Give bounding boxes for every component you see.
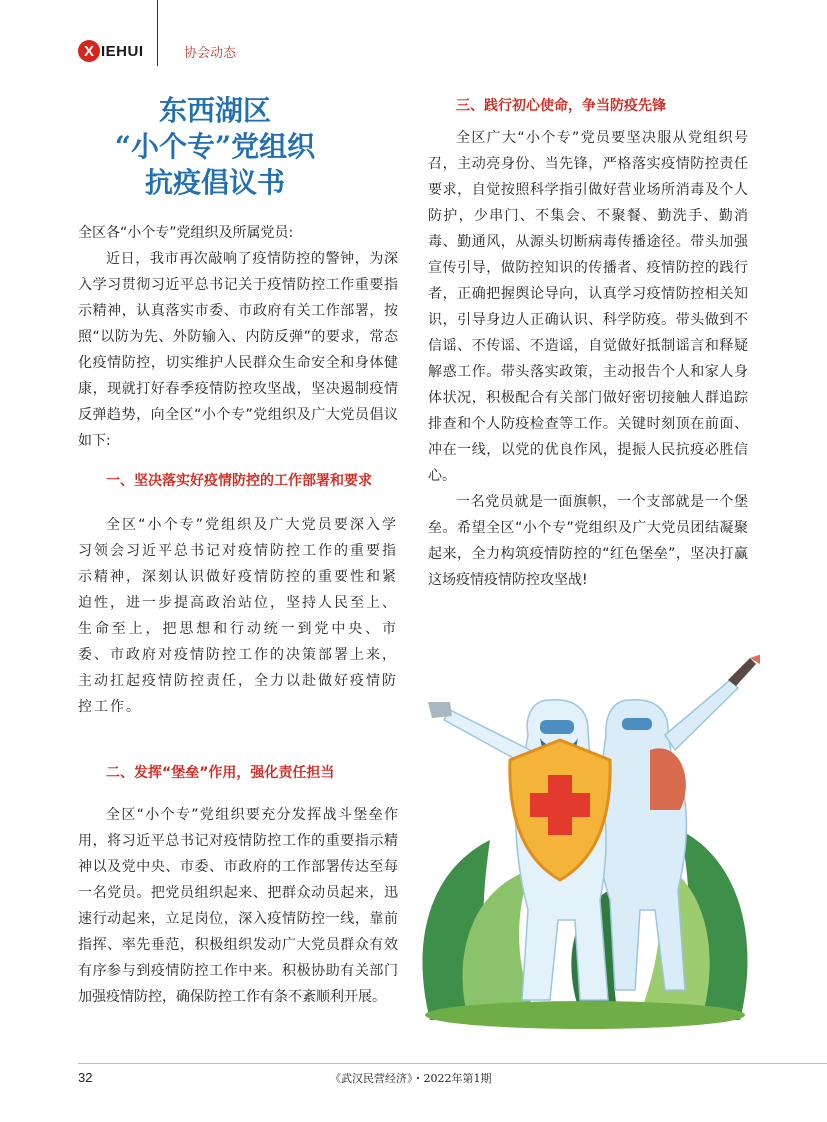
title-line-3: 抗疫倡议书	[144, 166, 285, 199]
section-name: 协会动态	[184, 46, 237, 61]
intro-paragraph: 近日，我市再次敲响了疫情防控的警钟，为深入学习贯彻习近平总书记关于疫情防控工作重要指示精神，认真落实市委、市政府有关工作部署，按照“以防为先、外防输入、内防反弹”的要求，常态化疫情防控，切实维护人民群众生命安全和身体健康，现就打好春季疫情防控攻坚战，坚决遏制疫情反弹趋势，向全区“小个专”党组织及广大党员倡议如下:	[78, 251, 398, 449]
magazine-logo	[78, 40, 144, 62]
ground	[425, 1001, 745, 1029]
title-line-1: 东西湖区	[158, 94, 271, 127]
section-2-paragraph: 全区“小个专”党组织要充分发挥战斗堡垒作用，将习近平总书记对疫情防控工作的重要指示精神以及党中央、市委、市政府的工作部署传达至每一名党员。把党员组织起来、把群众动员起来，迅速行动起来，立足岗位，深入疫情防控一线，靠前指挥、率先垂范，积极组织发动广大党员群众有效有序参与到疫情防控工作中来。积极协助有关部门加强疫情防控，确保防控工作有条不紊顺利开展。	[78, 807, 398, 1005]
footer-rule	[78, 1063, 827, 1064]
logo-x-mark: X	[78, 40, 100, 62]
left-column	[78, 220, 398, 1010]
page-number: 32	[78, 1070, 93, 1085]
article-title	[100, 93, 330, 201]
closing-paragraph: 一名党员就是一面旗帜，一个支部就是一个堡垒。希望全区“小个专”党组织及广大党员团结凝聚起来，全力构筑疫情防控的“红色堡垒”，坚决打赢这场疫情疫情防控攻坚战!	[428, 494, 748, 588]
section-1-heading: 一、坚决落实好疫情防控的工作部署和要求	[106, 473, 372, 489]
section-1-paragraph: 全区“小个专”党组织及广大党员要深入学习领会习近平总书记对疫情防控工作的重要指示精神，深刻认识做好疫情防控的重要性和紧迫性，进一步提高政治站位，坚持人民至上、生命至上，把思想和行动统一到党中央、市委、市政府对疫情防控工作的决策部署上来，主动扛起疫情防控责任，全力以赴做好疫情防控工作。	[78, 517, 398, 715]
title-line-2: “小个专”党组织	[114, 130, 316, 163]
logo-text: IEHUI	[101, 42, 144, 60]
right-column	[428, 93, 748, 593]
header-divider	[157, 0, 158, 66]
section-3-paragraph: 全区广大“小个专”党员要坚决服从党组织号召，主动亮身份、当先锋，严格落实疫情防控责任要求，自觉按照科学指引做好营业场所消毒及个人防护，少串门、不集会、不聚餐、勤洗手、勤消毒、勤通风，从源头切断病毒传播途径。带头加强宣传引导，做防控知识的传播者、疫情防控的践行者，正确把握舆论导向，认真学习疫情防控相关知识，引导身边人正确认识、科学防疫。带头做到不信谣、不传谣、不造谣，自觉做好抵制谣言和释疑解惑工作。带头落实政策，主动报告个人和家人身体状况，积极配合有关部门做好密切接触人群追踪排查和个人防疫检查等工作。关键时刻顶在前面、冲在一线，以党的优良作风，提振人民抗疫必胜信心。	[428, 130, 748, 484]
section-3-heading: 三、践行初心使命，争当防疫先锋	[456, 98, 666, 114]
section-2-heading: 二、发挥“堡垒”作用，强化责任担当	[106, 765, 335, 781]
salutation: 全区各“小个专”党组织及所属党员:	[78, 225, 294, 241]
health-workers-illustration	[410, 640, 760, 1030]
publication-name: 《武汉民营经济》・2022年第1期	[330, 1072, 492, 1085]
